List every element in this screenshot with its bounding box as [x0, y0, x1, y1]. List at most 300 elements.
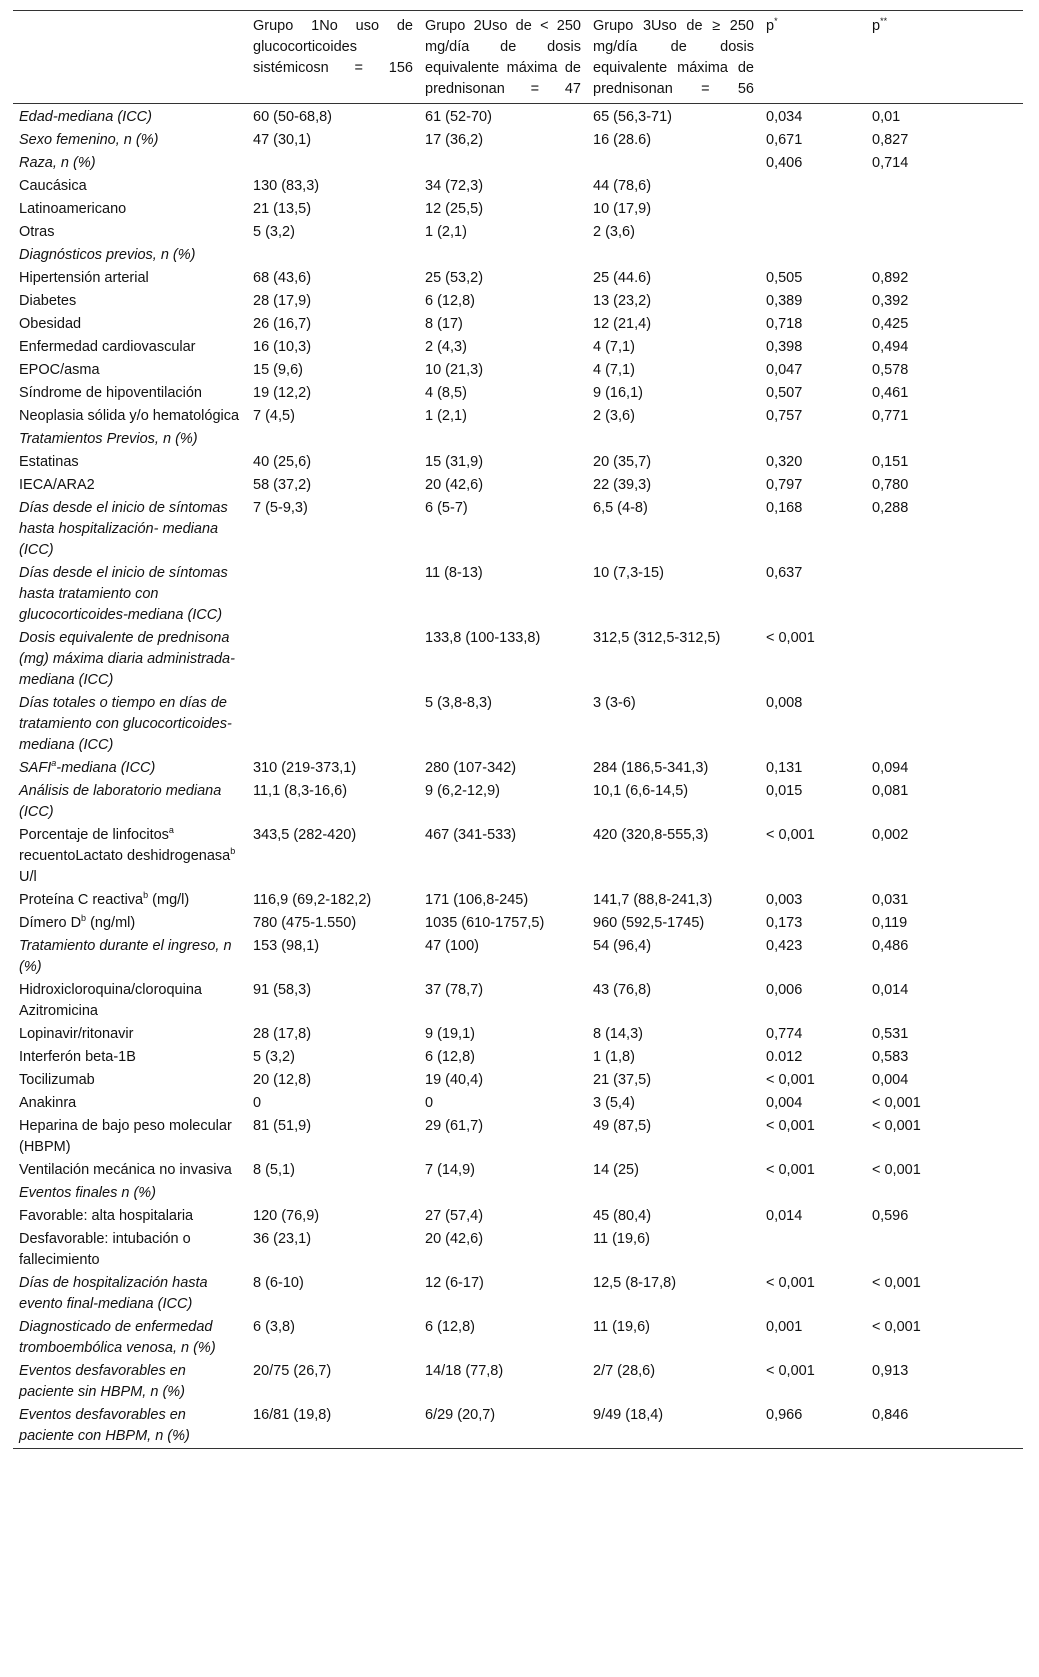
cell-p1: 0,718	[766, 316, 803, 332]
cell-g2: 6/29 (20,7)	[419, 1404, 587, 1449]
row-label-part: -mediana (ICC)	[56, 760, 156, 776]
cell-g3	[587, 1182, 760, 1205]
row-label	[13, 562, 247, 627]
cell-p1: 0,006	[766, 982, 803, 998]
cell-g3: 49 (87,5)	[593, 1118, 652, 1134]
table-row	[13, 152, 1023, 175]
cell-g3: 65 (56,3-71)	[593, 109, 672, 125]
cell-g2: 29 (61,7)	[425, 1118, 484, 1134]
cell-p1	[760, 428, 866, 451]
cell-p1: < 0,001	[766, 1275, 815, 1291]
cell-p1: 0,001	[766, 1319, 803, 1335]
row-label-part: Tratamiento durante el ingreso, n (%)	[19, 938, 232, 975]
cell-g3: 960 (592,5-1745)	[593, 915, 705, 931]
table-row	[13, 382, 1023, 405]
row-label	[13, 1115, 247, 1159]
cell-g3: 13 (23,2)	[593, 293, 652, 309]
cell-g1: 20 (12,8)	[253, 1072, 312, 1088]
cell-g3: 11 (19,6)	[593, 1319, 650, 1335]
cell-g1: 81 (51,9)	[253, 1118, 312, 1134]
cell-g1: 8 (5,1)	[253, 1162, 295, 1178]
cell-p2: 0,01	[872, 109, 901, 125]
cell-g1: 6 (3,8)	[253, 1319, 295, 1335]
cell-g3: 16 (28.6)	[593, 132, 652, 148]
cell-p1: 0,671	[766, 132, 803, 148]
table-row	[13, 912, 1023, 935]
row-label	[13, 198, 247, 221]
cell-g1: 116,9 (69,2-182,2)	[253, 892, 372, 908]
cell-p2: 0,031	[872, 892, 909, 908]
cell-g1: 120 (76,9)	[253, 1208, 320, 1224]
cell-p1: 0,423	[766, 938, 803, 954]
cell-p2: 0,002	[872, 827, 909, 843]
row-label	[13, 1159, 247, 1182]
cell-p2: 0,081	[872, 783, 909, 799]
cell-p2: < 0,001	[872, 1118, 921, 1134]
cell-g1: 40 (25,6)	[253, 454, 312, 470]
row-label-part: Obesidad	[19, 316, 82, 332]
table-row	[13, 935, 1023, 979]
cell-g3: 9/49 (18,4)	[587, 1404, 760, 1449]
cell-g3: 420 (320,8-555,3)	[593, 827, 709, 843]
cell-g1: 16 (10,3)	[253, 339, 312, 355]
cell-g1: 28 (17,8)	[253, 1026, 312, 1042]
cell-p1	[760, 1182, 866, 1205]
cell-p2	[866, 428, 1023, 451]
cell-g2: 10 (21,3)	[425, 362, 484, 378]
cell-p1	[760, 198, 866, 221]
cell-g1: 91 (58,3)	[253, 982, 312, 998]
cell-p2: 0,780	[872, 477, 909, 493]
row-label-part: U/l	[19, 869, 37, 885]
row-label	[13, 912, 247, 935]
table-row	[13, 221, 1023, 244]
row-label	[13, 935, 247, 979]
row-label	[13, 1205, 247, 1228]
row-label	[13, 889, 247, 912]
table-row	[13, 497, 1023, 562]
cell-p1: 0,004	[766, 1095, 803, 1111]
row-label-part: Otras	[19, 224, 55, 240]
cell-p1: 0,320	[766, 454, 803, 470]
cell-g3: 2 (3,6)	[593, 224, 635, 240]
cell-p1: < 0,001	[766, 630, 815, 646]
cell-g3: 3 (5,4)	[593, 1095, 635, 1111]
cell-g3: 21 (37,5)	[593, 1072, 652, 1088]
cell-g2: 1 (2,1)	[425, 224, 467, 240]
cell-p2	[866, 175, 1023, 198]
cell-p1: < 0,001	[766, 1363, 815, 1379]
row-label-part: Diagnósticos previos, n (%)	[19, 247, 196, 263]
cell-g3: 2/7 (28,6)	[593, 1363, 656, 1379]
table-row	[13, 1092, 1023, 1115]
row-label	[13, 1023, 247, 1046]
cell-p1: 0,774	[766, 1026, 803, 1042]
row-label-part: a	[51, 758, 57, 769]
cell-g3: 20 (35,7)	[593, 454, 652, 470]
table-row	[13, 1205, 1023, 1228]
cell-g3: 284 (186,5-341,3)	[593, 760, 709, 776]
row-label	[13, 152, 247, 175]
cell-g1: 153 (98,1)	[253, 938, 320, 954]
cell-p1: 0,047	[766, 362, 803, 378]
cell-g2: 27 (57,4)	[425, 1208, 484, 1224]
cell-p1	[760, 244, 866, 267]
row-label	[13, 1360, 247, 1404]
cell-g1: 36 (23,1)	[253, 1231, 312, 1247]
cell-g2: 133,8 (100-133,8)	[425, 630, 541, 646]
row-label	[13, 428, 247, 451]
cell-p2	[866, 244, 1023, 267]
cell-g3: 44 (78,6)	[593, 178, 652, 194]
row-label	[13, 497, 247, 562]
cell-g3: 45 (80,4)	[593, 1208, 652, 1224]
cell-g2: 7 (14,9)	[425, 1162, 475, 1178]
row-label	[13, 129, 247, 152]
row-label	[13, 405, 247, 428]
cell-g3: 9 (16,1)	[593, 385, 643, 401]
cell-g3	[587, 244, 760, 267]
row-label-part: Heparina de bajo peso molecular (HBPM)	[19, 1118, 232, 1155]
cell-p1: < 0,001	[766, 1118, 815, 1134]
cell-g3: 11 (19,6)	[593, 1231, 650, 1247]
cell-g2: 6 (5-7)	[425, 500, 468, 516]
table-row	[13, 1360, 1023, 1404]
cell-p1: 0,168	[766, 500, 803, 516]
table-row	[13, 780, 1023, 824]
cell-p2: < 0,001	[872, 1275, 921, 1291]
cell-p1: 0,398	[766, 339, 803, 355]
row-label	[13, 627, 247, 692]
table-row	[13, 1182, 1023, 1205]
row-label-part: b	[143, 890, 149, 901]
row-label	[13, 1228, 247, 1272]
row-label	[13, 1069, 247, 1092]
cell-g2: 2 (4,3)	[425, 339, 467, 355]
row-label	[13, 1046, 247, 1069]
cell-g2: 37 (78,7)	[425, 982, 484, 998]
row-label	[13, 692, 247, 757]
table-row	[13, 757, 1023, 780]
cell-g1	[247, 244, 419, 267]
table-row	[13, 451, 1023, 474]
row-label-part: Lopinavir/ritonavir	[19, 1026, 134, 1042]
cell-g2: 6 (12,8)	[425, 1319, 475, 1335]
cell-g1: 8 (6-10)	[253, 1275, 304, 1291]
cell-g2: 17 (36,2)	[425, 132, 484, 148]
cell-g2: 6 (12,8)	[425, 1049, 475, 1065]
header-group-2-text: Grupo 2Uso de < 250 mg/día de dosis equivalente máxima de prednisonan = 47	[425, 18, 581, 97]
header-group-3	[587, 11, 760, 104]
cell-p2: 0,892	[872, 270, 909, 286]
row-label	[13, 267, 247, 290]
header-label-cell	[13, 11, 247, 104]
cell-g1: 5 (3,2)	[253, 224, 295, 240]
cell-g1: 60 (50-68,8)	[253, 109, 332, 125]
cell-g3: 25 (44.6)	[593, 270, 652, 286]
cell-p2	[866, 692, 1023, 757]
table-row	[13, 979, 1023, 1023]
row-label	[13, 780, 247, 824]
cell-p2: 0,578	[872, 362, 909, 378]
cell-g3: 312,5 (312,5-312,5)	[593, 630, 721, 646]
cell-p1: 0,034	[766, 109, 803, 125]
row-label-part: Diabetes	[19, 293, 77, 309]
row-label	[13, 175, 247, 198]
cell-g3: 54 (96,4)	[593, 938, 652, 954]
table-row	[13, 1115, 1023, 1159]
row-label	[13, 474, 247, 497]
row-label-part: b	[230, 846, 236, 857]
table-row	[13, 1228, 1023, 1272]
cell-g2: 47 (100)	[425, 938, 480, 954]
cell-g2: 0	[425, 1095, 434, 1111]
cell-g3: 10 (7,3-15)	[593, 565, 664, 581]
row-label-part: Interferón beta-1B	[19, 1049, 136, 1065]
row-label-part: Estatinas	[19, 454, 79, 470]
row-label-part: Ventilación mecánica no invasiva	[19, 1162, 232, 1178]
header-p1-sup: *	[774, 16, 778, 27]
cell-g2: 12 (25,5)	[425, 201, 484, 217]
row-label	[13, 1272, 247, 1316]
table-row	[13, 359, 1023, 382]
row-label-part: (mg/l)	[148, 892, 190, 908]
cell-g2: 467 (341-533)	[425, 827, 517, 843]
cell-g2: 11 (8-13)	[425, 565, 483, 581]
header-p-value-1	[760, 11, 866, 104]
cell-g3: 12 (21,4)	[593, 316, 652, 332]
table-row	[13, 175, 1023, 198]
cell-p1: 0,173	[766, 915, 803, 931]
cell-p2: 0,392	[872, 293, 909, 309]
cell-p1	[760, 175, 866, 198]
cell-g2: 20 (42,6)	[425, 1231, 484, 1247]
cell-g1	[247, 1182, 419, 1205]
header-p2-sup: **	[880, 16, 888, 27]
cell-p1: 0,406	[766, 155, 803, 171]
header-group-1	[247, 11, 419, 104]
cell-g2: 19 (40,4)	[425, 1072, 484, 1088]
row-label	[13, 1182, 247, 1205]
row-label	[13, 1092, 247, 1115]
row-label	[13, 382, 247, 405]
row-label-part: Eventos finales n (%)	[19, 1185, 157, 1201]
cell-g1	[247, 562, 419, 627]
row-label-part: Porcentaje de linfocitos	[19, 827, 169, 843]
table-row	[13, 474, 1023, 497]
cell-g2	[419, 244, 587, 267]
cell-p2: 0,827	[872, 132, 909, 148]
cell-g2: 8 (17)	[425, 316, 463, 332]
cell-p2: 0,461	[872, 385, 909, 401]
cell-g1: 15 (9,6)	[253, 362, 303, 378]
cell-p1	[760, 1228, 866, 1272]
cell-p2	[866, 627, 1023, 692]
cell-g2: 34 (72,3)	[425, 178, 484, 194]
cell-g1: 5 (3,2)	[253, 1049, 295, 1065]
row-label	[13, 979, 247, 1023]
table-body	[13, 104, 1023, 1449]
cell-g2: 5 (3,8-8,3)	[425, 695, 492, 711]
cell-p2: 0,486	[872, 938, 909, 954]
row-label-part: IECA/ARA2	[19, 477, 95, 493]
table-row	[13, 824, 1023, 889]
cell-p1: 0,131	[766, 760, 803, 776]
cell-p2: 0,288	[872, 500, 909, 516]
cell-g2: 1 (2,1)	[425, 408, 467, 424]
cell-p1: 0,637	[766, 565, 803, 581]
header-group-2	[419, 11, 587, 104]
row-label-part: Edad-mediana (ICC)	[19, 109, 152, 125]
cell-g2	[419, 1182, 587, 1205]
table-row	[13, 336, 1023, 359]
row-label-part: Proteína C reactiva	[19, 892, 144, 908]
cell-p1: < 0,001	[766, 1162, 815, 1178]
cell-p2: < 0,001	[872, 1319, 921, 1335]
row-label-part: SAFI	[19, 760, 52, 776]
cell-g3: 4 (7,1)	[593, 362, 635, 378]
row-label	[13, 451, 247, 474]
cell-g2: 1035 (610-1757,5)	[425, 915, 545, 931]
cell-g1: 21 (13,5)	[253, 201, 312, 217]
row-label-part: recuentoLactato deshidrogenasa	[19, 848, 231, 864]
cell-g2: 6 (12,8)	[425, 293, 475, 309]
cell-g2: 4 (8,5)	[425, 385, 467, 401]
row-label-part: EPOC/asma	[19, 362, 100, 378]
cell-p1: < 0,001	[766, 827, 815, 843]
row-label-part: Análisis de laboratorio mediana (ICC)	[19, 783, 222, 820]
table-row	[13, 129, 1023, 152]
cell-p2: < 0,001	[872, 1162, 921, 1178]
cell-g1	[247, 428, 419, 451]
row-label-part: Hipertensión arterial	[19, 270, 149, 286]
cell-p2: 0,119	[872, 915, 908, 931]
cell-p2: 0,714	[872, 155, 909, 171]
table-row	[13, 889, 1023, 912]
cell-p2	[866, 198, 1023, 221]
cell-p1	[760, 221, 866, 244]
cell-g3	[587, 152, 760, 175]
cell-g2: 12 (6-17)	[425, 1275, 484, 1291]
cell-g1: 130 (83,3)	[253, 178, 320, 194]
cell-p2: 0,094	[872, 760, 909, 776]
cell-g3: 10,1 (6,6-14,5)	[593, 783, 689, 799]
cell-p2	[866, 562, 1023, 627]
cell-g2	[419, 428, 587, 451]
table-row	[13, 198, 1023, 221]
cell-p2: 0,425	[872, 316, 909, 332]
row-label	[13, 824, 247, 889]
cell-g1: 310 (219-373,1)	[253, 760, 357, 776]
row-label-part: Eventos desfavorables en paciente sin HBPM, n (%)	[19, 1363, 186, 1400]
cell-g1: 58 (37,2)	[253, 477, 312, 493]
table-row	[13, 1069, 1023, 1092]
results-table	[13, 10, 1023, 1449]
table-row	[13, 1404, 1023, 1449]
cell-p2	[866, 221, 1023, 244]
cell-g1: 7 (5-9,3)	[253, 500, 308, 516]
table-row	[13, 1159, 1023, 1182]
cell-p1: 0,507	[766, 385, 803, 401]
cell-p1: 0,003	[766, 892, 803, 908]
header-p2-text: p	[872, 18, 881, 34]
cell-p2: 0,004	[872, 1072, 909, 1088]
cell-g1: 780 (475-1.550)	[253, 915, 357, 931]
cell-g1	[247, 627, 419, 692]
cell-g3: 141,7 (88,8-241,3)	[593, 892, 713, 908]
cell-g1	[247, 692, 419, 757]
cell-g1: 47 (30,1)	[253, 132, 312, 148]
cell-p1: 0,014	[766, 1208, 803, 1224]
cell-p1: 0,757	[766, 408, 803, 424]
header-row	[13, 11, 1023, 104]
row-label-part: Diagnosticado de enfermedad tromboembólica venosa, n (%)	[19, 1319, 216, 1356]
table-row	[13, 1272, 1023, 1316]
header-p-value-2	[866, 11, 1023, 104]
table-row	[13, 267, 1023, 290]
row-label	[13, 359, 247, 382]
cell-g2: 25 (53,2)	[425, 270, 484, 286]
cell-g2: 14/18 (77,8)	[425, 1363, 504, 1379]
row-label-part: a	[168, 825, 174, 836]
row-label-part: Días desde el inicio de síntomas hasta hospitalización- mediana (ICC)	[19, 500, 228, 558]
cell-p2	[866, 1228, 1023, 1272]
cell-g1: 16/81 (19,8)	[247, 1404, 419, 1449]
row-label	[13, 1404, 247, 1449]
cell-g1: 28 (17,9)	[253, 293, 312, 309]
cell-g3	[587, 428, 760, 451]
cell-p2: 0,583	[872, 1049, 909, 1065]
cell-g1: 343,5 (282-420)	[253, 827, 357, 843]
cell-p1: 0,015	[766, 783, 803, 799]
row-label-part: Favorable: alta hospitalaria	[19, 1208, 194, 1224]
cell-g2: 61 (52-70)	[425, 109, 492, 125]
cell-g3: 2 (3,6)	[593, 408, 635, 424]
cell-g1	[247, 152, 419, 175]
cell-p2: 0,014	[872, 982, 909, 998]
cell-p2: < 0,001	[872, 1095, 921, 1111]
row-label-part: Eventos desfavorables en paciente con HBPM, n (%)	[19, 1407, 190, 1444]
cell-g2: 20 (42,6)	[425, 477, 484, 493]
row-label-part: Dímero D	[19, 915, 82, 931]
table-row	[13, 405, 1023, 428]
cell-g3: 4 (7,1)	[593, 339, 635, 355]
table-row	[13, 627, 1023, 692]
header-p1-text: p	[766, 18, 775, 34]
row-label-part: Hidroxicloroquina/cloroquina Azitromicina	[19, 982, 202, 1019]
row-label-part: Caucásica	[19, 178, 87, 194]
cell-p2: 0,596	[872, 1208, 909, 1224]
cell-g1: 7 (4,5)	[253, 408, 295, 424]
cell-g2: 280 (107-342)	[425, 760, 517, 776]
row-label-part: Días de hospitalización hasta evento final-mediana (ICC)	[19, 1275, 208, 1312]
cell-g3: 10 (17,9)	[593, 201, 652, 217]
cell-p2: 0,151	[872, 454, 909, 470]
row-label-part: b	[81, 913, 87, 924]
table-row	[13, 428, 1023, 451]
cell-p2: 0,913	[872, 1363, 909, 1379]
row-label-part: Días totales o tiempo en días de tratamiento con glucocorticoides-mediana (ICC)	[19, 695, 232, 753]
row-label	[13, 757, 247, 780]
cell-g3: 43 (76,8)	[593, 982, 652, 998]
cell-g3: 12,5 (8-17,8)	[593, 1275, 677, 1291]
cell-g3: 22 (39,3)	[593, 477, 652, 493]
row-label-part: Latinoamericano	[19, 201, 127, 217]
table-row	[13, 290, 1023, 313]
table-row	[13, 692, 1023, 757]
cell-p1: 0,389	[766, 293, 803, 309]
row-label-part: Anakinra	[19, 1095, 77, 1111]
